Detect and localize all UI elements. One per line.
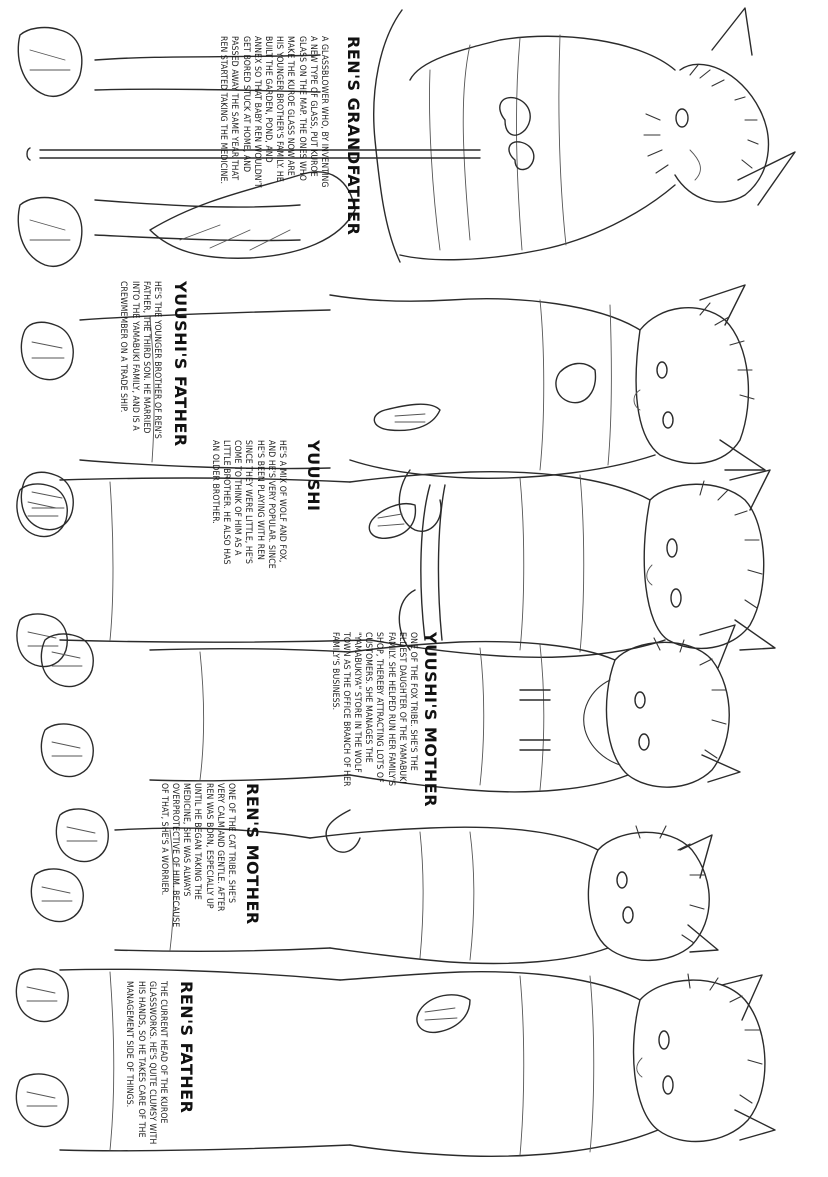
grandfather-figure bbox=[18, 8, 795, 266]
grandfather-description: A GLASSBLOWER WHO, BY INVENTING A NEW TYPE OF GLASS, PUT KUROE GLASS ON THE MAP. THE ONES WHO MAKE THE KUROE GLASS NOW ARE HIS YOUNGER BROTHER'S FAMILY. HE BUILT THE GARDEN, POND, AND ANNEX SO THAT BABY REN WOULDN'T GET BORED STUCK AT HOME, AND PASSED AWAY THE SAME YEAR THAT REN STARTED TAKING THE MEDICINE. bbox=[218, 36, 329, 188]
yuushis-father-description: HE'S THE YOUNGER BROTHER OF REN'S FATHER, THE THIRD SON. HE MARRIED INTO THE YAMABUKI FAMILY, AND IS A CREWMEMBER ON A TRADE SHIP. bbox=[118, 281, 162, 439]
rens-father-caption bbox=[123, 981, 196, 1144]
yuushi-caption bbox=[209, 440, 323, 569]
yuushis-mother-name: YUUSHI'S MOTHER bbox=[421, 632, 440, 808]
rens-mother-caption bbox=[158, 783, 262, 927]
rens-father-name: REN'S FATHER bbox=[177, 981, 196, 1114]
rens-father-description: THE CURRENT HEAD OF THE KUROE GLASSWORKS. HE'S QUITE CLUMSY WITH HIS HANDS, SO HE TAKES CARE OF THE MANAGEMENT SIDE OF THINGS. bbox=[124, 981, 168, 1145]
rens-mother-description: ONE OF THE CAT TRIBE. SHE'S VERY CALM AND GENTLE. AFTER REN WAS BORN, ESPECIALLY UP UNTIL HE BEGAN TAKING THE MEDICINE, SHE WAS ALWAYS OVERPROTECTIVE OF HIM. BECAUSE OF THAT, SHE'S A WORRIER. bbox=[158, 783, 236, 928]
grandfather-name: REN'S GRANDFATHER bbox=[344, 36, 363, 236]
yuushis-mother-caption bbox=[328, 632, 440, 807]
yuushis-mother-description: ONE OF THE FOX TRIBE. SHE'S THE ELDEST DAUGHTER OF THE YAMABUKI FAMILY. SHE HELPED RUN HER FAMILY'S SHOP, THEREBY ATTRACTING LOTS OF CUSTOMERS. SHE MANAGES THE "YAMABUKIYA" STORE IN THE WOLF TOWN AS THE OFFICE BRANCH OF HER FAMILY'S BUSINESS. bbox=[329, 632, 418, 787]
rens-mother-name: REN'S MOTHER bbox=[243, 783, 262, 925]
yuushi-description: HE'S A MIX OF WOLF AND FOX, AND HE'S VERY POPULAR. SINCE HE'S BEEN PLAYING WITH REN SINCE THEY WERE LITTLE, HE'S COME TO THINK OF HIM AS A LITTLE BROTHER. HE ALSO HAS AN OLDER BROTHER. bbox=[209, 440, 287, 569]
yuushis-father-name: YUUSHI'S FATHER bbox=[171, 281, 190, 447]
yuushi-name: YUUSHI bbox=[304, 440, 323, 512]
yuushis-father-caption bbox=[117, 281, 190, 447]
grandfather-caption bbox=[217, 36, 363, 235]
rens-mother-figure bbox=[31, 809, 718, 964]
